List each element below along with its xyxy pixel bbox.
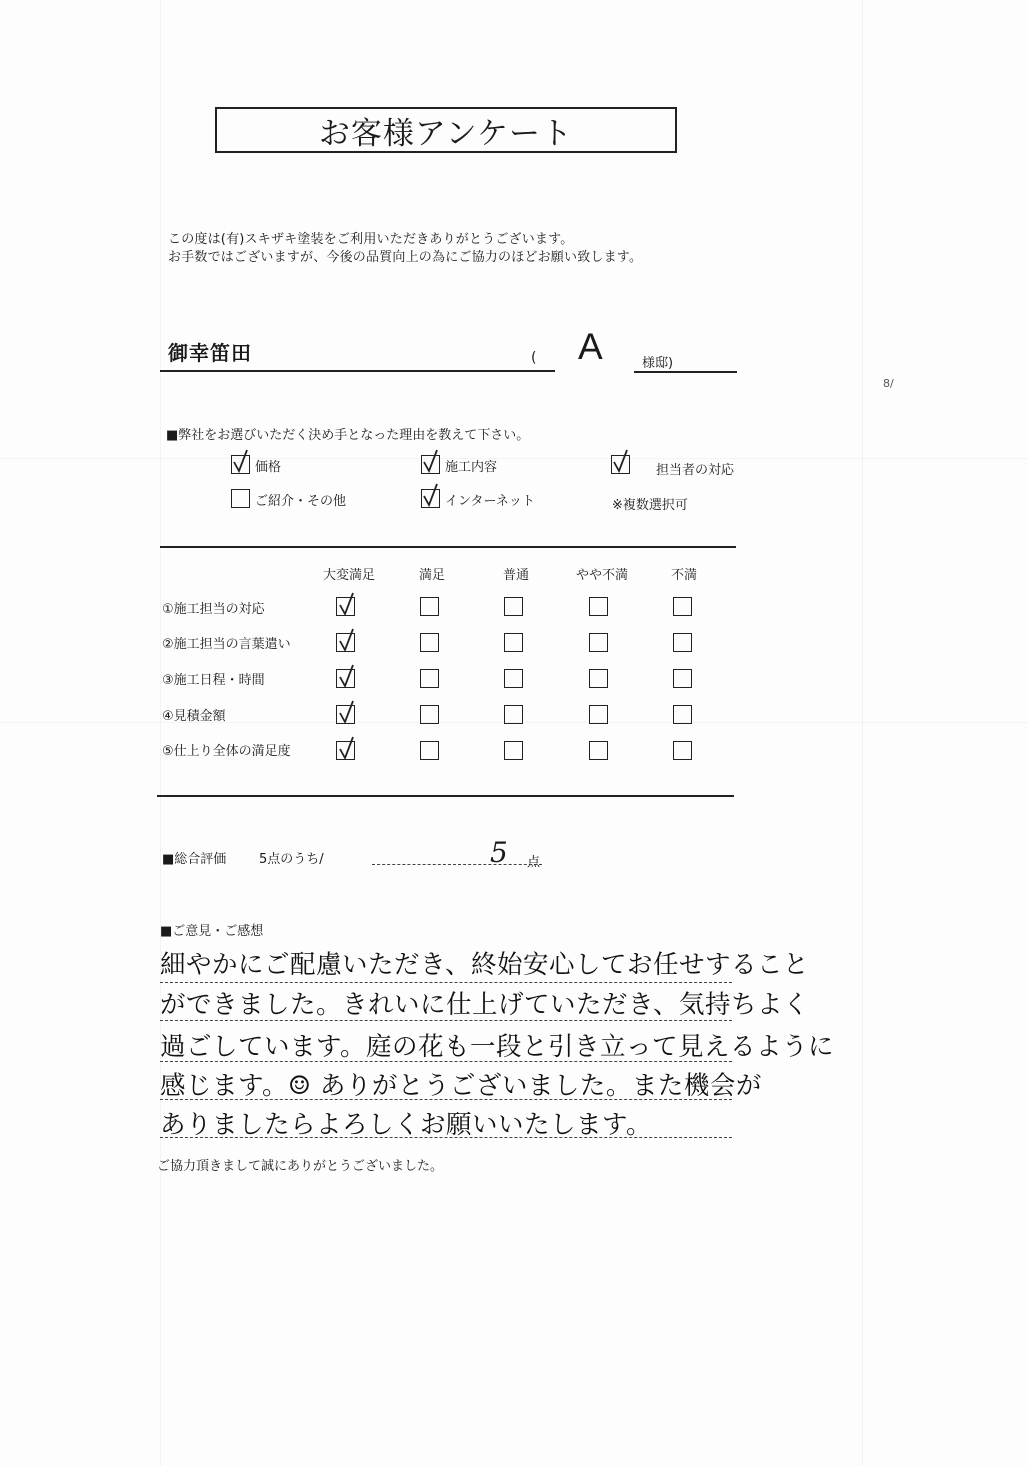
paper-crease <box>160 0 161 1466</box>
check-mark-icon <box>337 592 359 618</box>
reason-label: 担当者の対応 <box>656 463 735 478</box>
reason-option-work[interactable] <box>421 455 561 477</box>
rating-checkbox[interactable] <box>504 669 523 688</box>
rating-checkbox[interactable] <box>420 597 439 616</box>
rating-checkbox[interactable] <box>504 741 523 760</box>
rating-checkbox[interactable] <box>589 705 608 724</box>
name-underline <box>160 370 555 372</box>
honorific-underline <box>634 371 737 373</box>
table-top-rule <box>160 546 736 548</box>
rating-checkbox[interactable] <box>504 633 523 652</box>
reason-option-price[interactable] <box>231 455 371 477</box>
check-mark-icon <box>337 736 359 762</box>
reason-option-internet[interactable] <box>421 489 571 511</box>
overall-label: ■総合評価 <box>162 852 227 867</box>
rating-checkbox[interactable] <box>589 741 608 760</box>
rating-checkbox[interactable] <box>420 741 439 760</box>
rating-checkbox[interactable] <box>504 597 523 616</box>
rating-row-label: ③施工日程・時間 <box>162 673 265 688</box>
paren-open: ( <box>531 350 537 366</box>
score-dotted-line <box>372 864 542 865</box>
rating-row-label: ⑤仕上り全体の満足度 <box>162 744 291 759</box>
rating-checkbox[interactable] <box>673 669 692 688</box>
honorific: 様邸) <box>642 356 674 371</box>
rating-checkbox[interactable] <box>673 597 692 616</box>
comment-line: ありましたらよろしくお願いいたします。 <box>160 1110 652 1140</box>
rating-checkbox[interactable] <box>504 705 523 724</box>
rating-row-label: ④見積金額 <box>162 709 226 724</box>
comment-rule <box>160 1020 732 1021</box>
rating-checkbox[interactable] <box>673 633 692 652</box>
overall-out-of: 5点のうち/ <box>259 852 324 867</box>
rating-checkbox[interactable] <box>589 633 608 652</box>
column-header-neutral: 普通 <box>502 568 529 583</box>
reason-label: 施工内容 <box>445 460 498 475</box>
comment-rule <box>160 1061 732 1062</box>
comment-line: 過ごしています。庭の花も一段と引き立って見えるように <box>160 1032 834 1062</box>
survey-title: お客様アンケート <box>215 107 677 153</box>
comment-line: 感じます。☺ ありがとうございました。また機会が <box>160 1071 762 1101</box>
rating-checkbox[interactable] <box>420 633 439 652</box>
reason-option-staff[interactable] <box>611 455 761 477</box>
check-mark-icon <box>337 700 359 726</box>
check-mark-icon <box>337 628 359 654</box>
rating-checkbox[interactable] <box>589 669 608 688</box>
reason-label: 価格 <box>255 460 282 475</box>
rating-checkbox[interactable] <box>336 669 355 688</box>
reason-option-referral[interactable] <box>231 489 391 511</box>
overall-score-unit: 点 <box>527 855 541 870</box>
column-header-somewhat-dissatisfied: やや不満 <box>575 568 628 583</box>
check-mark-icon <box>337 664 359 690</box>
rating-checkbox[interactable] <box>336 633 355 652</box>
check-mark-icon <box>231 449 253 475</box>
intro-line-2: お手数ではございますが、今後の品質向上の為にご協力のほどお願い致します。 <box>168 250 643 265</box>
rating-checkbox[interactable] <box>336 597 355 616</box>
rating-checkbox[interactable] <box>420 705 439 724</box>
column-header-dissatisfied: 不満 <box>670 568 697 583</box>
comment-line: 細やかにご配慮いただき、終始安心してお任せすること <box>160 950 809 980</box>
column-header-satisfied: 満足 <box>418 568 445 583</box>
check-mark-icon <box>421 483 443 509</box>
overall-score-value: 5 <box>490 836 508 869</box>
closing-message: ご協力頂きまして誠にありがとうございました。 <box>157 1159 444 1174</box>
rating-checkbox[interactable] <box>336 705 355 724</box>
multiple-choice-note: ※複数選択可 <box>612 498 688 513</box>
reason-label: インターネット <box>445 494 535 509</box>
customer-name: 御幸笛田 <box>168 341 252 365</box>
comment-rule <box>160 1099 732 1100</box>
paper-crease <box>862 0 863 1466</box>
comment-rule <box>160 1137 732 1138</box>
comment-line: ができました。きれいに仕上げていただき、気持ちよく <box>160 990 809 1020</box>
reasons-heading: ■弊社をお選びいただく決め手となった理由を教えて下さい。 <box>166 428 530 443</box>
page-mark: 8/ <box>883 377 894 390</box>
rating-checkbox[interactable] <box>336 741 355 760</box>
check-mark-icon <box>611 449 633 475</box>
reason-checkbox[interactable] <box>231 489 250 508</box>
intro-line-1: この度は(有)スキザキ塗装をご利用いただきありがとうございます。 <box>168 232 574 247</box>
column-header-very-satisfied: 大変満足 <box>322 568 375 583</box>
rating-checkbox[interactable] <box>420 669 439 688</box>
rating-row-label: ②施工担当の言葉遣い <box>162 637 291 652</box>
rating-checkbox[interactable] <box>589 597 608 616</box>
table-bottom-rule <box>157 795 734 797</box>
rating-checkbox[interactable] <box>673 705 692 724</box>
check-mark-icon <box>421 449 443 475</box>
customer-letter: A <box>578 326 603 367</box>
comments-heading: ■ご意見・ご感想 <box>160 924 264 939</box>
rating-row-label: ①施工担当の対応 <box>162 602 265 617</box>
comment-rule <box>160 982 732 983</box>
reason-label: ご紹介・その他 <box>255 494 347 509</box>
rating-checkbox[interactable] <box>673 741 692 760</box>
